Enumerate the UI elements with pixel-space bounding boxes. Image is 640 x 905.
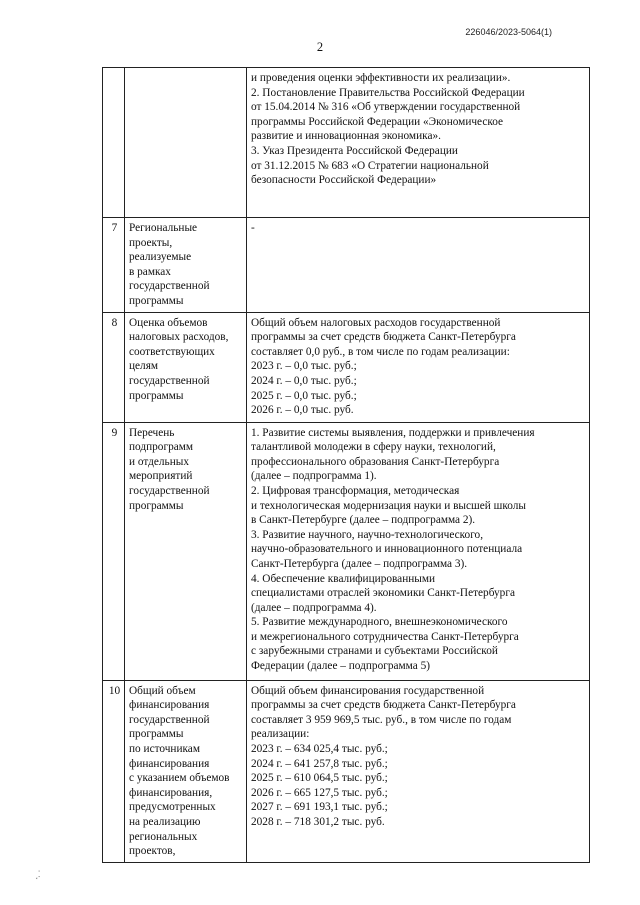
row-name-line: Перечень <box>129 426 175 439</box>
row-value-line: составляет 3 959 969,5 тыс. руб., в том числе по годам <box>251 713 512 726</box>
row-number: 9 <box>103 422 125 680</box>
row-value-line: с зарубежными странами и субъектами Российской <box>251 645 498 658</box>
row-value-cell <box>247 680 590 862</box>
row-name-line: финансирования <box>129 757 210 770</box>
row-value-line: 5. Развитие международного, внешнеэкономического <box>251 616 508 629</box>
table-row <box>103 312 590 422</box>
row-name-line: Оценка объемов <box>129 316 208 329</box>
row-name-line: государственной <box>129 374 210 387</box>
row-value-line: 2. Цифровая трансформация, методическая <box>251 484 460 497</box>
row-value-line: 2025 г. – 610 064,5 тыс. руб.; <box>251 772 388 785</box>
row-number: 10 <box>103 680 125 862</box>
row-name-cell <box>125 680 247 862</box>
table-row <box>103 68 590 218</box>
row-value-line: программы Российской Федерации «Экономическое <box>251 115 504 128</box>
document-number: 226046/2023-5064(1) <box>465 27 552 37</box>
row-value-line: 3. Развитие научного, научно-технологического, <box>251 528 484 541</box>
table-row <box>103 422 590 680</box>
row-value-line: 2027 г. – 691 193,1 тыс. руб.; <box>251 801 388 814</box>
row-name-line: программы <box>129 728 184 741</box>
row-name-line: соответствующих <box>129 345 215 358</box>
row-name-line: финансирования, <box>129 786 213 799</box>
row-name-line: реализуемые <box>129 251 192 264</box>
row-value-line: Санкт-Петербурга (далее – подпрограмма 3). <box>251 557 468 570</box>
row-name-line: программы <box>129 389 184 402</box>
row-value-line: 2024 г. – 641 257,8 тыс. руб.; <box>251 757 388 770</box>
row-value-line: 2024 г. – 0,0 тыс. руб.; <box>251 374 357 387</box>
row-value-line: 4. Обеспечение квалифицированными <box>251 572 436 585</box>
program-passport-table <box>102 67 590 863</box>
scan-mark: ⸼⁚ <box>36 869 41 879</box>
row-value-line: реализации: <box>251 728 310 741</box>
row-value-line: и технологическая модернизация науки и высшей школы <box>251 499 526 512</box>
row-value-line: Федерации (далее – подпрограмма 5) <box>251 660 430 673</box>
row-name-line: в рамках <box>129 265 171 278</box>
row-number: 7 <box>103 218 125 313</box>
row-value-line: 1. Развитие системы выявления, поддержки и привлечения <box>251 426 535 439</box>
row-value-cell <box>247 218 590 313</box>
row-value-line: Общий объем финансирования государственной <box>251 684 485 697</box>
row-name-line: проекты, <box>129 236 173 249</box>
row-name-line: налоговых расходов, <box>129 331 229 344</box>
row-name-cell <box>125 68 247 218</box>
row-name-line: мероприятий <box>129 470 193 483</box>
row-name-line: программы <box>129 294 184 307</box>
row-name-line: проектов, <box>129 845 176 858</box>
row-value-cell <box>247 312 590 422</box>
row-value-line: 2028 г. – 718 301,2 тыс. руб. <box>251 815 385 828</box>
row-value-line: программы за счет средств бюджета Санкт-Петербурга <box>251 331 516 344</box>
row-name-line: государственной <box>129 713 210 726</box>
row-number <box>103 68 125 218</box>
row-value-line: талантливой молодежи в сферу науки, технологий, <box>251 441 496 454</box>
row-value-line: 2023 г. – 0,0 тыс. руб.; <box>251 360 357 373</box>
row-name-line: государственной <box>129 280 210 293</box>
row-name-line: подпрограмм <box>129 441 194 454</box>
row-value-line: от 31.12.2015 № 683 «О Стратегии национальной <box>251 159 489 172</box>
row-value-cell <box>247 422 590 680</box>
row-value-line: 2026 г. – 0,0 тыс. руб. <box>251 404 354 417</box>
row-value-line: специалистами отраслей экономики Санкт-Петербурга <box>251 587 515 600</box>
row-value-line: безопасности Российской Федерации» <box>251 174 437 187</box>
row-value-line: Общий объем налоговых расходов государственной <box>251 316 501 329</box>
row-name-cell <box>125 312 247 422</box>
row-value-line: составляет 0,0 руб., в том числе по годам реализации: <box>251 345 510 358</box>
row-value-line: программы за счет средств бюджета Санкт-Петербурга <box>251 699 516 712</box>
row-value-line: 2025 г. – 0,0 тыс. руб.; <box>251 389 357 402</box>
row-value-line: в Санкт-Петербурге (далее – подпрограмма 2). <box>251 514 476 527</box>
row-name-line: Региональные <box>129 222 198 234</box>
row-value-line: научно-образовательного и инновационного потенциала <box>251 543 523 556</box>
row-name-line: Общий объем <box>129 684 196 697</box>
page-number: 2 <box>316 40 324 54</box>
row-value-line: 3. Указ Президента Российской Федерации <box>251 144 458 157</box>
row-name-line: целям <box>129 360 159 373</box>
row-value-line: 2026 г. – 665 127,5 тыс. руб.; <box>251 786 388 799</box>
row-name-cell <box>125 218 247 313</box>
row-name-line: и отдельных <box>129 455 189 468</box>
row-name-line: предусмотренных <box>129 801 216 814</box>
row-name-cell <box>125 422 247 680</box>
row-value-line: профессионального образования Санкт-Петербурга <box>251 455 500 468</box>
row-value-line: от 15.04.2014 № 316 «Об утверждении государственной <box>251 101 521 114</box>
row-value-cell <box>247 68 590 218</box>
row-name-line: программы <box>129 499 184 512</box>
row-name-line: государственной <box>129 484 210 497</box>
row-name-line: по источникам <box>129 742 200 755</box>
row-name-line: региональных <box>129 830 198 843</box>
row-value-line: - <box>251 222 255 234</box>
row-value-line: 2023 г. – 634 025,4 тыс. руб.; <box>251 742 388 755</box>
row-name-line: на реализацию <box>129 815 201 828</box>
row-value-line: и межрегионального сотрудничества Санкт-Петербурга <box>251 630 519 643</box>
table-row <box>103 680 590 862</box>
row-value-line: развитие и инновационная экономика». <box>251 130 441 143</box>
row-value-line: и проведения оценки эффективности их реализации». <box>251 72 511 84</box>
table-row <box>103 218 590 313</box>
row-name-line: с указанием объемов <box>129 772 230 785</box>
row-name-line: финансирования <box>129 699 210 712</box>
row-value-line: (далее – подпрограмма 1). <box>251 470 377 483</box>
row-value-line: 2. Постановление Правительства Российской Федерации <box>251 86 525 99</box>
row-number: 8 <box>103 312 125 422</box>
row-value-line: (далее – подпрограмма 4). <box>251 601 377 614</box>
